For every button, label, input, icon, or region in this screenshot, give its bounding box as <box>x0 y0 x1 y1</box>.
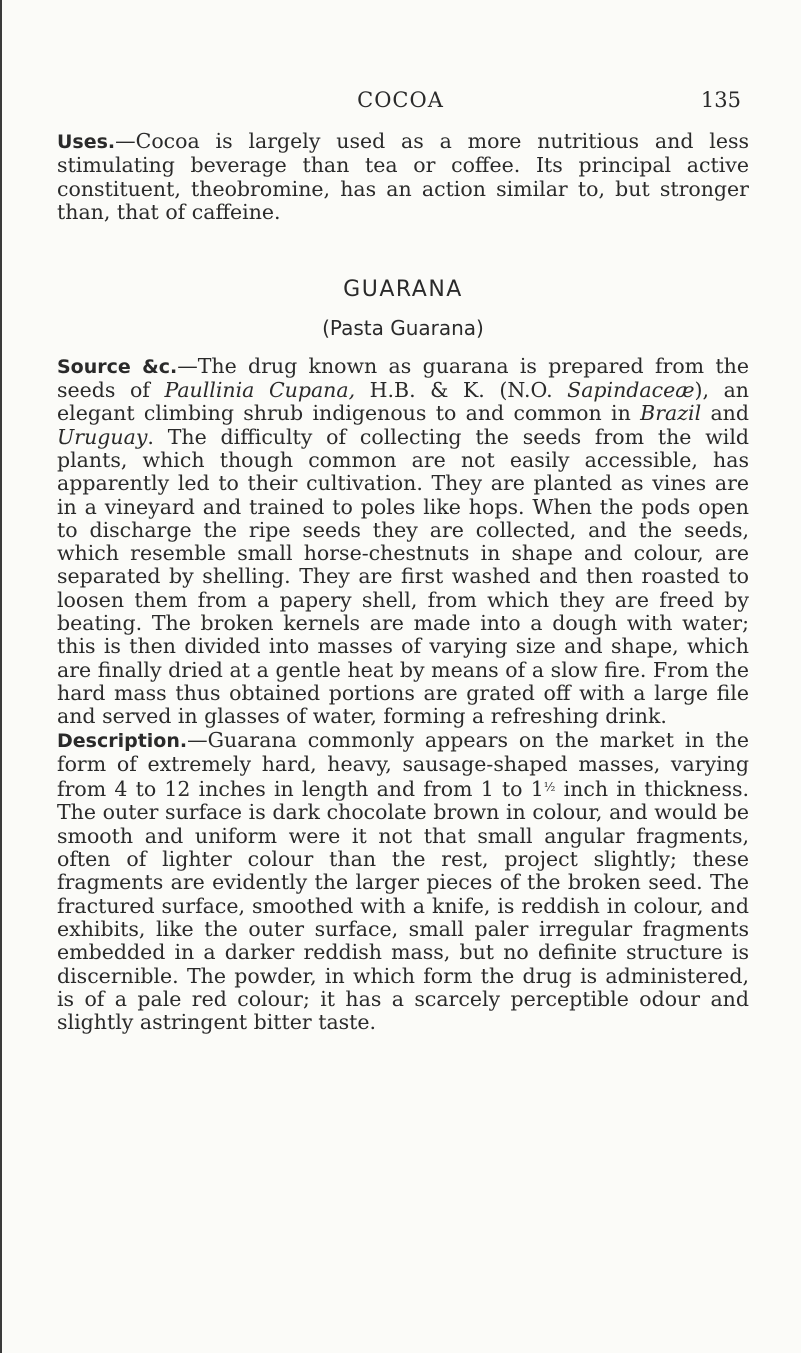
source-lead: Source &c. <box>57 355 178 378</box>
description-lead: Description. <box>57 729 188 752</box>
section-subtitle: (Pasta Guarana) <box>322 316 484 341</box>
source-text-2: H.B. & K. (N.O. <box>355 378 568 403</box>
source-family: Sapindaceæ <box>567 378 695 403</box>
source-species: Paullinia Cupana, <box>164 378 356 403</box>
running-title: COCOA <box>357 88 444 112</box>
page-body <box>57 130 749 1034</box>
source-paragraph <box>57 355 749 729</box>
uses-text: —Cocoa is largely used as a more nutritious and less stimulating beverage than tea or coffee. Its principal active constituent, theobromine, has an action similar to, but stronger than, that of caffeine. <box>57 129 749 224</box>
source-country-2: Uruguay <box>57 424 148 449</box>
description-text-2: inch in thickness. The outer surface is dark chocolate brown in colour, and would be smooth and uniform were it not that small angular fragments, often of lighter colour than the rest, project slightly; these fragments are evidently the larger pieces of the broken seed. The fractured surface, smoothed with a knife, is reddish in colour, and exhibits, like the outer surface, small paler irregular fragments embedded in a darker reddish mass, but no definite structure is discernible. The powder, in which form the drug is administered, is of a pale red colour; it has a scarcely perceptible odour and slightly astringent bitter taste. <box>57 777 749 1035</box>
description-fraction: ½ <box>543 780 556 795</box>
uses-lead: Uses. <box>57 131 116 153</box>
source-text-3: ), an elegant climbing shrub indigenous to and common in <box>57 378 750 426</box>
page-edge-rule <box>0 0 2 1353</box>
source-country-1: Brazil <box>640 401 702 426</box>
source-text-1: —The drug known as guarana is prepared from the seeds of <box>57 353 749 403</box>
description-text-1: —Guarana commonly appears on the market in the form of extremely hard, heavy, sausage-shaped masses, varying from 4 to 12 inches in length and from 1 to 1 <box>57 727 749 802</box>
uses-paragraph <box>57 130 749 224</box>
section-title: GUARANA <box>343 277 463 303</box>
source-text-4: and <box>701 401 749 426</box>
page-header <box>0 88 801 116</box>
description-paragraph <box>57 729 749 1035</box>
page-number: 135 <box>700 88 741 112</box>
source-text-5: . The difficulty of collecting the seeds from the wild plants, which though common are not easily accessible, has apparently led to their cultivation. They are planted as vines are in a vineyard and trained to poles like hops. When the pods open to discharge the ripe seeds they are collected, and the seeds, which resemble small horse-chestnuts in shape and colour, are separated by shelling. They are first washed and then roasted to loosen them from a papery shell, from which they are freed by beating. The broken kernels are made into a dough with water; this is then divided into masses of varying size and shape, which are finally dried at a gentle heat by means of a slow fire. From the hard mass thus obtained portions are grated off with a large file and served in glasses of water, forming a refreshing drink. <box>57 424 749 729</box>
